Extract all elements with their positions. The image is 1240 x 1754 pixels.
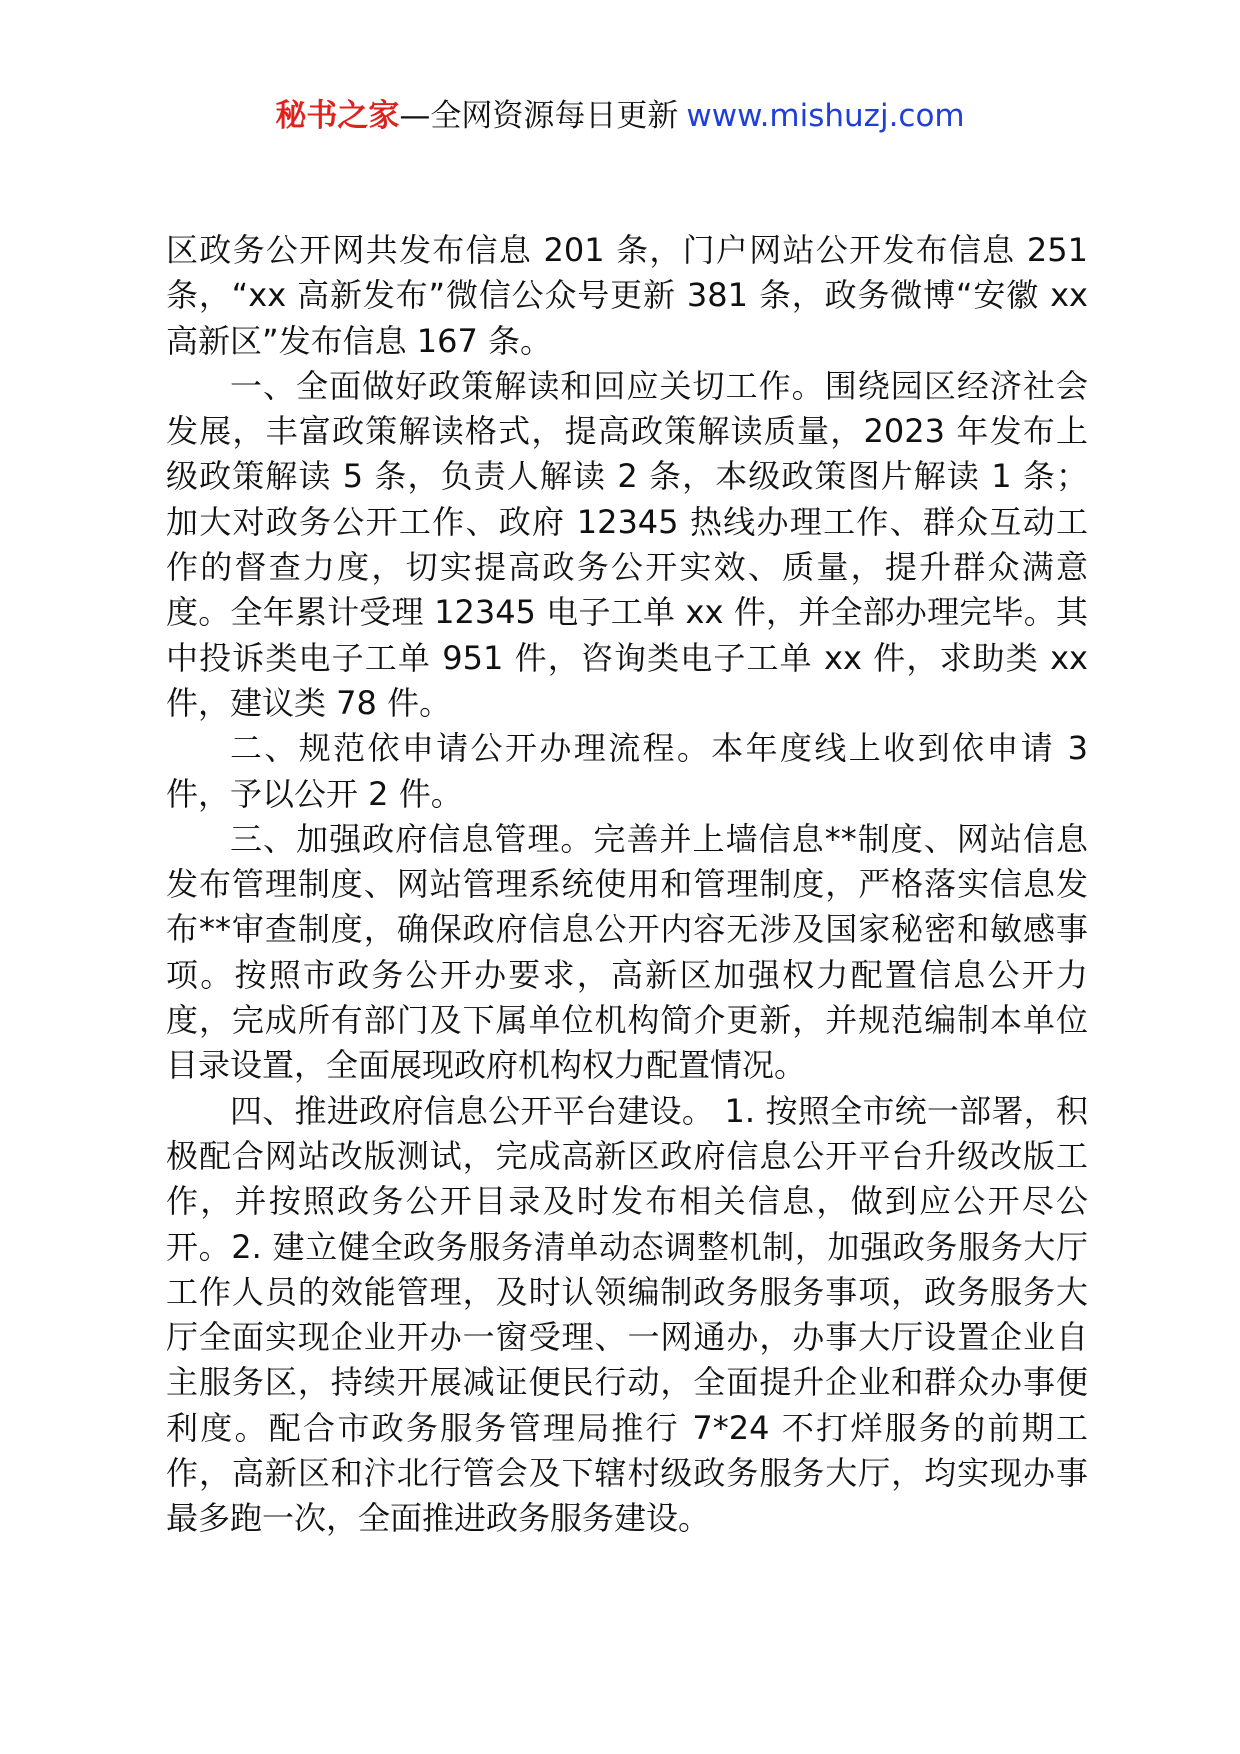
watermark-header (0, 96, 1240, 136)
paragraph-policy-interpretation: 一、全面做好政策解读和回应关切工作。围绕园区经济社会发展，丰富政策解读格式，提高政策解读质量，2023 年发布上级政策解读 5 条，负责人解读 2 条，本级政策图片解读 1 条；加大对政务公开工作、政府 12345 热线办理工作、群众互动工作的督查力度，切实提高政务公开实效、质量，提升群众满意度。全年累计受理 12345 电子工单 xx 件，并全部办理完毕。其中投诉类电子工单 951 件，咨询类电子工单 xx 件，求助类 xx 件，建议类 78 件。 (166, 366, 1088, 722)
paragraph-platform-construction: 四、推进政府信息公开平台建设。 1. 按照全市统一部署，积极配合网站改版测试，完成高新区政府信息公开平台升级改版工作，并按照政务公开目录及时发布相关信息，做到应公开尽公开。2. 建立健全政务服务清单动态调整机制，加强政务服务大厅工作人员的效能管理，及时认领编制政务服务事项，政务服务大厅全面实现企业开办一窗受理、一网通办，办事大厅设置企业自主服务区，持续开展减证便民行动，全面提升企业和群众办事便利度。配合市政务服务管理局推行 7*24 不打烊服务的前期工作，高新区和汴北行管会及下辖村级政务服务大厅，均实现办事最多跑一次，全面推进政务服务建设。 (166, 1091, 1088, 1538)
paragraph-continuation: 区政务公开网共发布信息 201 条，门户网站公开发布信息 251 条，“xx 高新发布”微信公众号更新 381 条，政务微博“安徽 xx 高新区”发布信息 167 条。 (166, 231, 1088, 360)
paragraph-application-process: 二、规范依申请公开办理流程。本年度线上收到依申请 3 件，予以公开 2 件。 (166, 729, 1088, 813)
site-url-link[interactable]: www.mishuzj.com (686, 98, 965, 134)
brand-name: 秘书之家 (275, 98, 400, 134)
paragraph-information-management: 三、加强政府信息管理。完善并上墙信息**制度、网站信息发布管理制度、网站管理系统使用和管理制度，严格落实信息发布**审查制度，确保政府信息公开内容无涉及国家秘密和敏感事项。按照市政务公开办要求，高新区加强权力配置信息公开力度，完成所有部门及下属单位机构简介更新，并规范编制本单位目录设置，全面展现政府机构权力配置情况。 (166, 819, 1088, 1085)
brand-tagline: —全网资源每日更新 (399, 98, 679, 134)
document-body (166, 228, 1088, 1542)
